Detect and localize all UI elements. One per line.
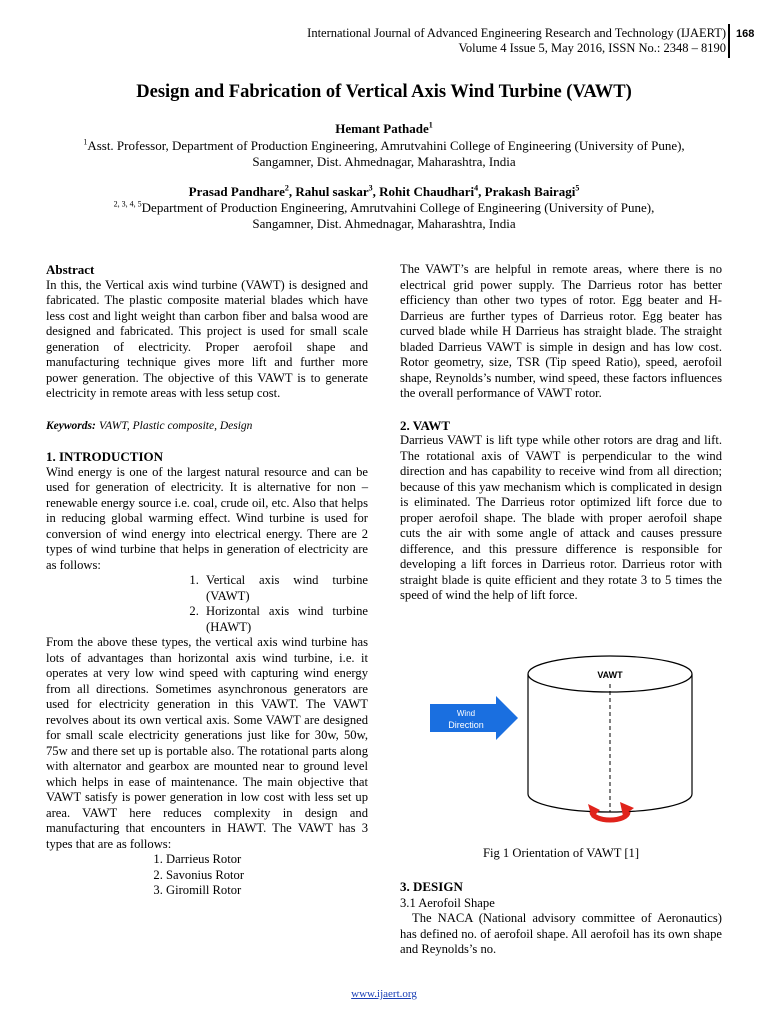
list-item: 2. Horizontal axis wind turbine (HAWT) [202,604,368,635]
page-number-divider [728,24,730,58]
author-1-affiliation-line2: Sangamner, Dist. Ahmednagar, Maharashtra, India [252,154,516,169]
intro-heading: 1. INTRODUCTION [46,449,164,464]
left-column [46,262,368,899]
right-column-bottom [400,879,722,958]
authors-2-5-affiliation [0,200,768,216]
list-item: 1. Vertical axis wind turbine (VAWT) [202,573,368,604]
direction-label: Direction [448,720,484,730]
intro-para-1: Wind energy is one of the largest natural resource and can be used for generation of electricity. It is alternative for non – renewable energy source i.e. coal, crude oil, etc. Also that helps in reducing global warming effect. Wind turbine is used for conversion of wind energy into electrical energy. There are 2 types of wind turbine that helps in generation of electricity are as follows: [46,464,368,572]
vawt-heading: 2. VAWT [400,417,451,433]
authors-2-5-aff-line1: Department of Production Engineering, Amrutvahini College of Engineering (University of Pune), [141,200,655,215]
page-number: 168 [736,28,755,40]
author-4-sup: 4 [474,183,479,193]
author-2-name: Prasad Pandhare [188,184,285,199]
author-1-sup: 1 [428,120,433,130]
vawt-types-list [46,852,368,899]
authors-2-5: Prasad Pandhare$^2$, Rahul saskar$^3$, Rohit Chaudhari$^4$, Prakash Bairagi$^5$ [188,183,580,199]
figure-caption: Fig 1 Orientation of VAWT [1] [482,846,640,860]
turbine-types-list [46,573,368,635]
author-4-name: Rohit Chaudhari [379,184,475,199]
abstract-heading: Abstract [46,262,95,277]
vawt-text: Darrieus VAWT is lift type while other rotors are drag and lift. The rotational axis of VAWT is perpendicular to the wind direction and has capability to receive wind from all direction; because of this yaw mechanism which is complicated in design is eliminated. The Darrieus rotor optimized lift force due to proper aerofoil shape. The blade with proper aerofoil shape cuts the air with some angle of attack and causes pressure difference, and this pressure difference is responsible for developing a lift forces in Darrieus rotor. Darrieus rotor with straight blade is quite efficient and they rotate 3 to 5 times the speed of wind the help of lift force. [400,433,722,602]
author-1-aff-line1: Asst. Professor, Department of Production Engineering, Amrutvahini College of Engineering (University of Pune), [87,138,685,153]
keywords-text: VAWT, Plastic composite, Design [99,419,253,432]
author-1-aff-sup: 1 [83,137,88,147]
list-item: 2. Savonius Rotor [166,868,368,884]
authors-2-5-affiliation-line2: Sangamner, Dist. Ahmednagar, Maharashtra, India [252,216,516,231]
author-1-affiliation [0,138,768,154]
abstract-text: In this, the Vertical axis wind turbine (VAWT) is designed and fabricated. The plastic composite material blades which have less cost and light weight than carbon fiber and balsa wood are designed and fabricated. This project is used for small scale generation of electricity. Proper aerofoil shape and manufacturing technique gives more lift and further more power generation. The objective of this VAWT is to generate electricity in remote areas with less setup cost. [46,277,368,400]
author-3-name: Rahul saskar [295,184,369,199]
rotation-arrow [588,802,634,820]
design-text: The NACA (National advisory committee of Aeronautics) has defined no. of aerofoil shape. All aerofoil has its own shape and Reynolds’s no. [400,911,722,956]
author-1 [0,121,768,137]
footer-url[interactable]: www.ijaert.org [351,988,417,1000]
authors-2-5-aff-sup: 2, 3, 4, 5 [113,199,142,209]
wind-arrow [430,696,518,740]
journal-header [307,26,726,56]
author-2-sup: 2 [284,183,289,193]
list-item: 3. Giromill Rotor [166,883,368,899]
list-item: 1. Darrieus Rotor [166,852,368,868]
author-5-sup: 5 [575,183,580,193]
vawt-orientation-figure [420,652,720,842]
aerofoil-subheading: 3.1 Aerofoil Shape [400,895,495,910]
intro-para-2: From the above these types, the vertical axis wind turbine has lots of advantages than horizontal axis wind turbine, i.e. it operates at very low wind speed with capturing wind energy from all directions. Sometimes asynchronous generators are used for electricity generation in this VAWT. The VAWT revolves about its own vertical axis. Some VAWT are designed for small scale electricity generations just like for 30w, 50w, 75w and there set up is portable also. The rotational parts along with alternator and gearbox are mounted near to ground level which helps in ease of maintenance. The main objective that VAWT satisfy is power generation in low cost with less set up area. VAWT here reduces complexity in design and manufacturing that encounters in HAWT. The VAWT has 3 types that are as follows: [46,635,368,851]
paper-title: Design and Fabrication of Vertical Axis Wind Turbine (VAWT) [136,82,632,102]
keywords-label: Keywords: [46,419,96,432]
author-5-name: Prakash Bairagi [484,184,576,199]
keywords [46,418,368,435]
vawt-label: VAWT [597,670,623,680]
journal-issue: Volume 4 Issue 5, May 2016, ISSN No.: 2348 – 8190 [458,41,726,55]
author-1-name: Hemant Pathade [335,121,429,136]
journal-name: International Journal of Advanced Engineering Research and Technology (IJAERT) [307,26,726,40]
design-heading: 3. DESIGN [400,879,463,894]
wind-label: Wind [456,709,476,718]
right-para-1: The VAWT’s are helpful in remote areas, where there is no electrical grid power supply. The Darrieus rotor has better efficiency than other two types of rotor. Egg beater and H-Darrieus are further types of Darrieus rotor. Egg beater has curved blade while H Darrieus has straight blade. The straight bladed Darrieus VAWT is simple in design and has low cost. Rotor geometry, size, TSR (Tip speed Ratio), speed, aerofoil shape, Reynolds’s number, wind speed, these factors influences the overall performance of VAWT rotor. [400,262,722,400]
right-column-top [400,262,722,604]
author-3-sup: 3 [368,183,373,193]
